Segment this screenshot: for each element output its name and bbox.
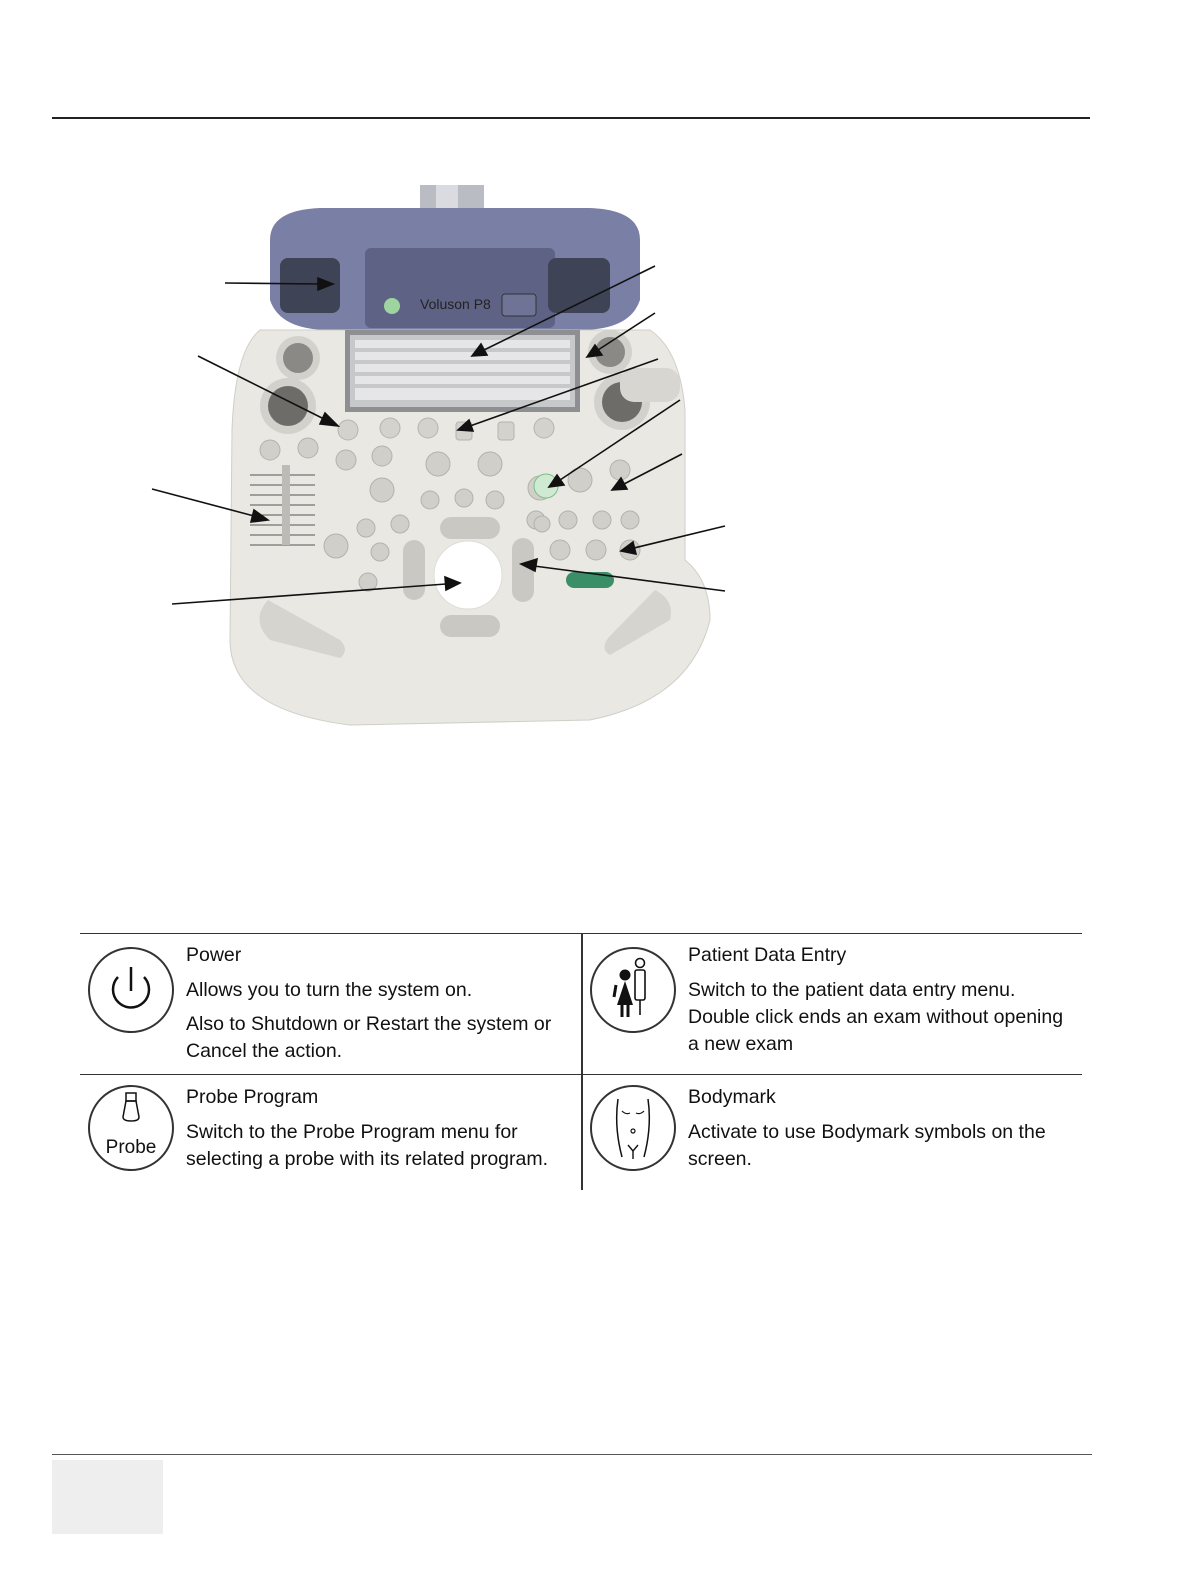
power-icon [88, 947, 174, 1033]
page-number-tab [52, 1460, 163, 1534]
control-description: Activate to use Bodymark symbols on the screen. [688, 1121, 1046, 1170]
table-cell [80, 1076, 581, 1190]
table-row [80, 934, 1082, 1075]
probe-icon-label: Probe [105, 1137, 157, 1158]
patient-data-icon [590, 947, 676, 1033]
table-row [80, 1076, 1082, 1190]
footer-rule [52, 1454, 1092, 1455]
control-name: Patient Data Entry [688, 944, 847, 966]
table-cell [80, 934, 581, 1074]
control-description: Allows you to turn the system on. [186, 979, 473, 1001]
control-description-table [80, 933, 1082, 1190]
brand-label: Voluson P8 [420, 296, 491, 312]
table-cell [582, 1076, 1082, 1190]
probe-icon [88, 1085, 174, 1171]
control-panel-illustration [150, 180, 740, 740]
control-description: Switch to the patient data entry menu. Double click ends an exam without opening a new exam [688, 979, 1064, 1055]
control-name: Bodymark [688, 1086, 776, 1108]
table-cell [582, 934, 1082, 1074]
bodymark-icon [590, 1085, 676, 1171]
header-rule [52, 117, 1090, 119]
control-name: Power [186, 944, 242, 966]
control-name: Probe Program [186, 1086, 319, 1108]
control-description: Also to Shutdown or Restart the system or Cancel the action. [186, 1013, 552, 1062]
control-description: Switch to the Probe Program menu for selecting a probe with its related program. [186, 1121, 549, 1170]
